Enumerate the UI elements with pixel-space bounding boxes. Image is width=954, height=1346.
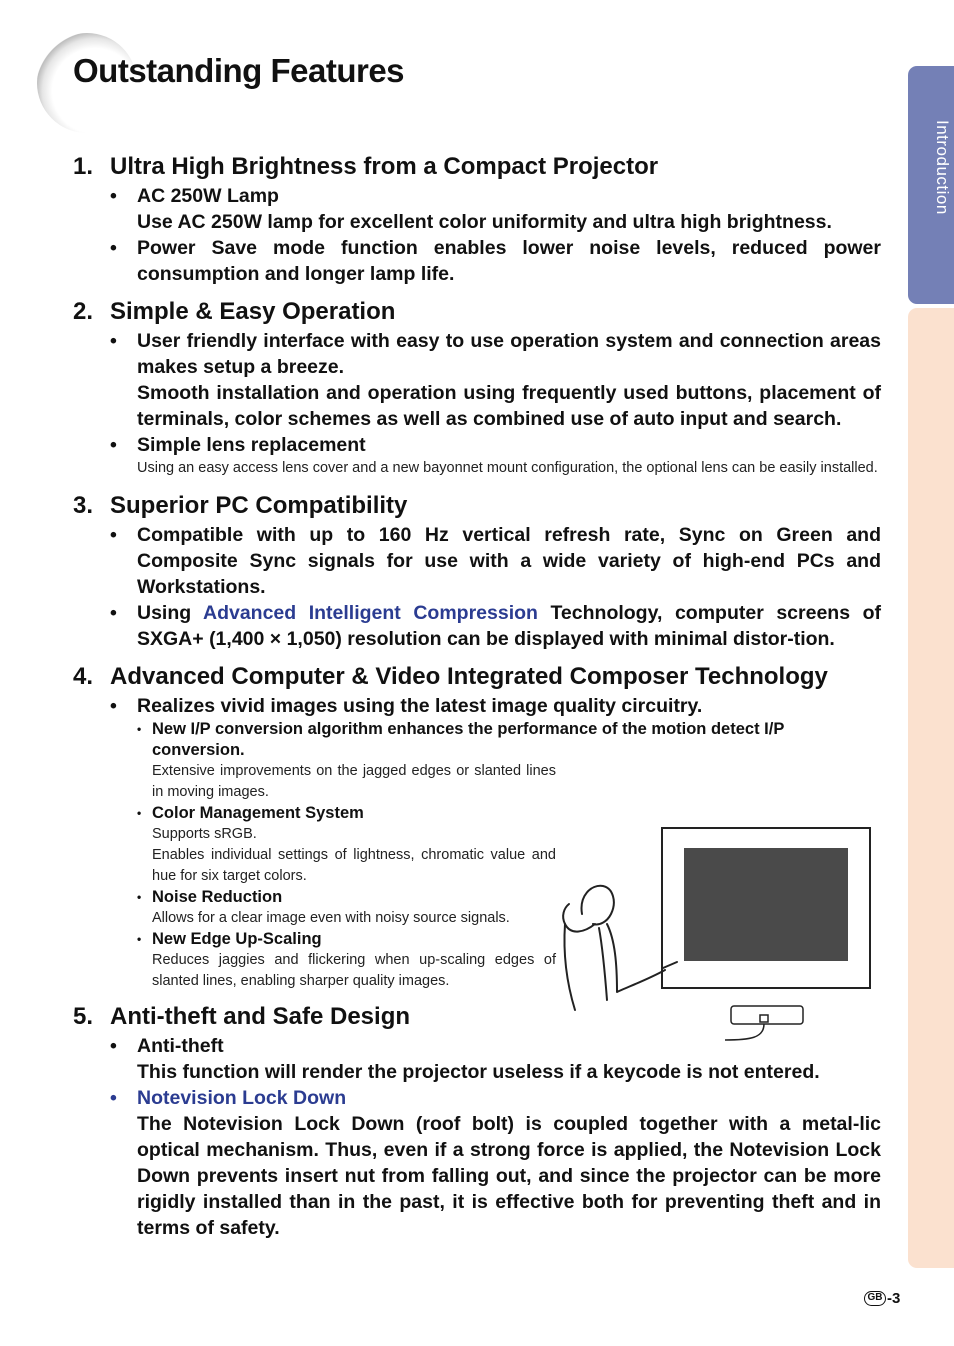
bullet-title: AC 250W Lamp	[137, 185, 279, 207]
sub-bullet-title: Noise Reduction	[152, 887, 283, 906]
section-number: 5.	[73, 1002, 94, 1030]
sub-bullet-note: Extensive improvements on the jagged edges or slanted lines in moving images.	[152, 762, 556, 800]
bullet	[73, 328, 881, 432]
side-tab-label: Introduction	[933, 120, 952, 215]
section-title: Advanced Computer & Video Integrated Composer Technology	[110, 662, 828, 690]
sub-bullet-note: Reduces jaggies and flickering when up-scaling edges of slanted lines, enabling sharper quality images.	[152, 951, 556, 989]
side-strip	[908, 308, 954, 1268]
bullet-dot: •	[110, 694, 117, 717]
bullet-title: Realizes vivid images using the latest image quality circuitry.	[137, 694, 703, 717]
section-number: 2.	[73, 298, 94, 325]
bullet	[73, 522, 881, 600]
page-title: Outstanding Features	[73, 52, 405, 89]
bullet-text: Smooth installation and operation using frequently used buttons, placement of terminals, color schemes as well as combined use of auto input and search.	[137, 382, 881, 430]
sub-bullet-note: Allows for a clear image even with noisy source signals.	[152, 909, 510, 926]
section-heading	[73, 662, 881, 692]
bullet-dot: •	[110, 330, 117, 352]
section-title: Anti-theft and Safe Design	[110, 1002, 411, 1030]
bullet-dot: •	[110, 1086, 117, 1109]
presenter-illustration	[555, 824, 875, 1046]
bullet-suffix: Technology, computer screens of SXGA+ (1,400 × 1,050) resolution can be displayed with minimal distor-tion.	[137, 601, 881, 650]
sub-bullet-dot: •	[137, 805, 142, 820]
bullet-title: User friendly interface with easy to use operation system and connection areas makes setup a breeze.	[137, 330, 881, 378]
section-3	[73, 491, 881, 652]
bullet-dot: •	[110, 434, 117, 456]
bullet-dot: •	[110, 523, 117, 546]
bullet-dot: •	[110, 601, 117, 624]
content	[73, 152, 881, 1241]
projector-icon	[725, 1006, 803, 1040]
bullet-title: Simple lens replacement	[137, 434, 366, 456]
section-2	[73, 297, 881, 479]
bullet-note: Using an easy access lens cover and a new bayonnet mount configuration, the optional lens can be easily installed.	[137, 460, 878, 476]
sub-bullet-dot: •	[137, 721, 142, 736]
sub-bullet-dot: •	[137, 931, 142, 946]
section-number: 4.	[73, 662, 94, 690]
presenter-figure	[563, 886, 677, 1010]
page-number: -3	[887, 1290, 901, 1307]
bullet	[73, 432, 881, 479]
bullet-title: Anti-theft	[137, 1034, 224, 1057]
aic-link[interactable]: Advanced Intelligent Compression	[202, 601, 538, 624]
section-title: Ultra High Brightness from a Compact Projector	[110, 153, 659, 180]
sub-bullet-dot: •	[137, 889, 142, 904]
bullet	[73, 600, 881, 652]
sub-bullet-note: Enables individual settings of lightness, chromatic value and hue for six target colors.	[152, 846, 556, 884]
bullet-title: Power Save mode function enables lower noise levels, reduced power consumption and longer lamp life.	[137, 237, 881, 285]
section-heading	[73, 152, 881, 182]
section-title: Superior PC Compatibility	[110, 491, 408, 519]
bullet-text: Use AC 250W lamp for excellent color uniformity and ultra high brightness.	[137, 211, 832, 233]
section-number: 1.	[73, 153, 94, 180]
bullet-text: This function will render the projector useless if a keycode is not entered.	[137, 1060, 820, 1083]
lockdown-link[interactable]: Notevision Lock Down	[137, 1086, 347, 1109]
bullet-dot: •	[110, 1034, 117, 1057]
bullet	[73, 693, 881, 719]
bullet-title: Compatible with up to 160 Hz vertical refresh rate, Sync on Green and Composite Sync signals for use with a wide variety of high-end PCs and Workstations.	[137, 523, 881, 598]
section-heading	[73, 297, 881, 327]
sub-bullet	[73, 719, 881, 803]
region-badge: GB	[864, 1291, 886, 1306]
sub-bullet-note: Supports sRGB.	[152, 825, 257, 842]
sub-bullet-title: New I/P conversion algorithm enhances the performance of the motion detect I/P conversion.	[152, 719, 785, 759]
sub-bullet-title: Color Management System	[152, 803, 364, 822]
bullet	[73, 235, 881, 287]
projected-image	[684, 848, 848, 961]
bullet-text: The Notevision Lock Down (roof bolt) is coupled together with a metal-lic optical mechanism. Thus, even if a strong force is applied, the Notevision Lock Down prevents insert nut from falling out, and since the projector can be more rigidly installed than in the past, it is effective both for preventing theft and in terms of safety.	[137, 1112, 881, 1239]
section-heading	[73, 491, 881, 521]
section-number: 3.	[73, 491, 94, 519]
section-1	[73, 152, 881, 287]
bullet-dot: •	[110, 237, 117, 259]
section-title: Simple & Easy Operation	[110, 298, 396, 325]
bullet	[73, 1085, 881, 1241]
bullet-dot: •	[110, 185, 117, 207]
bullet	[73, 183, 881, 235]
sub-bullet-title: New Edge Up-Scaling	[152, 929, 322, 948]
bullet-prefix: Using	[137, 601, 203, 624]
